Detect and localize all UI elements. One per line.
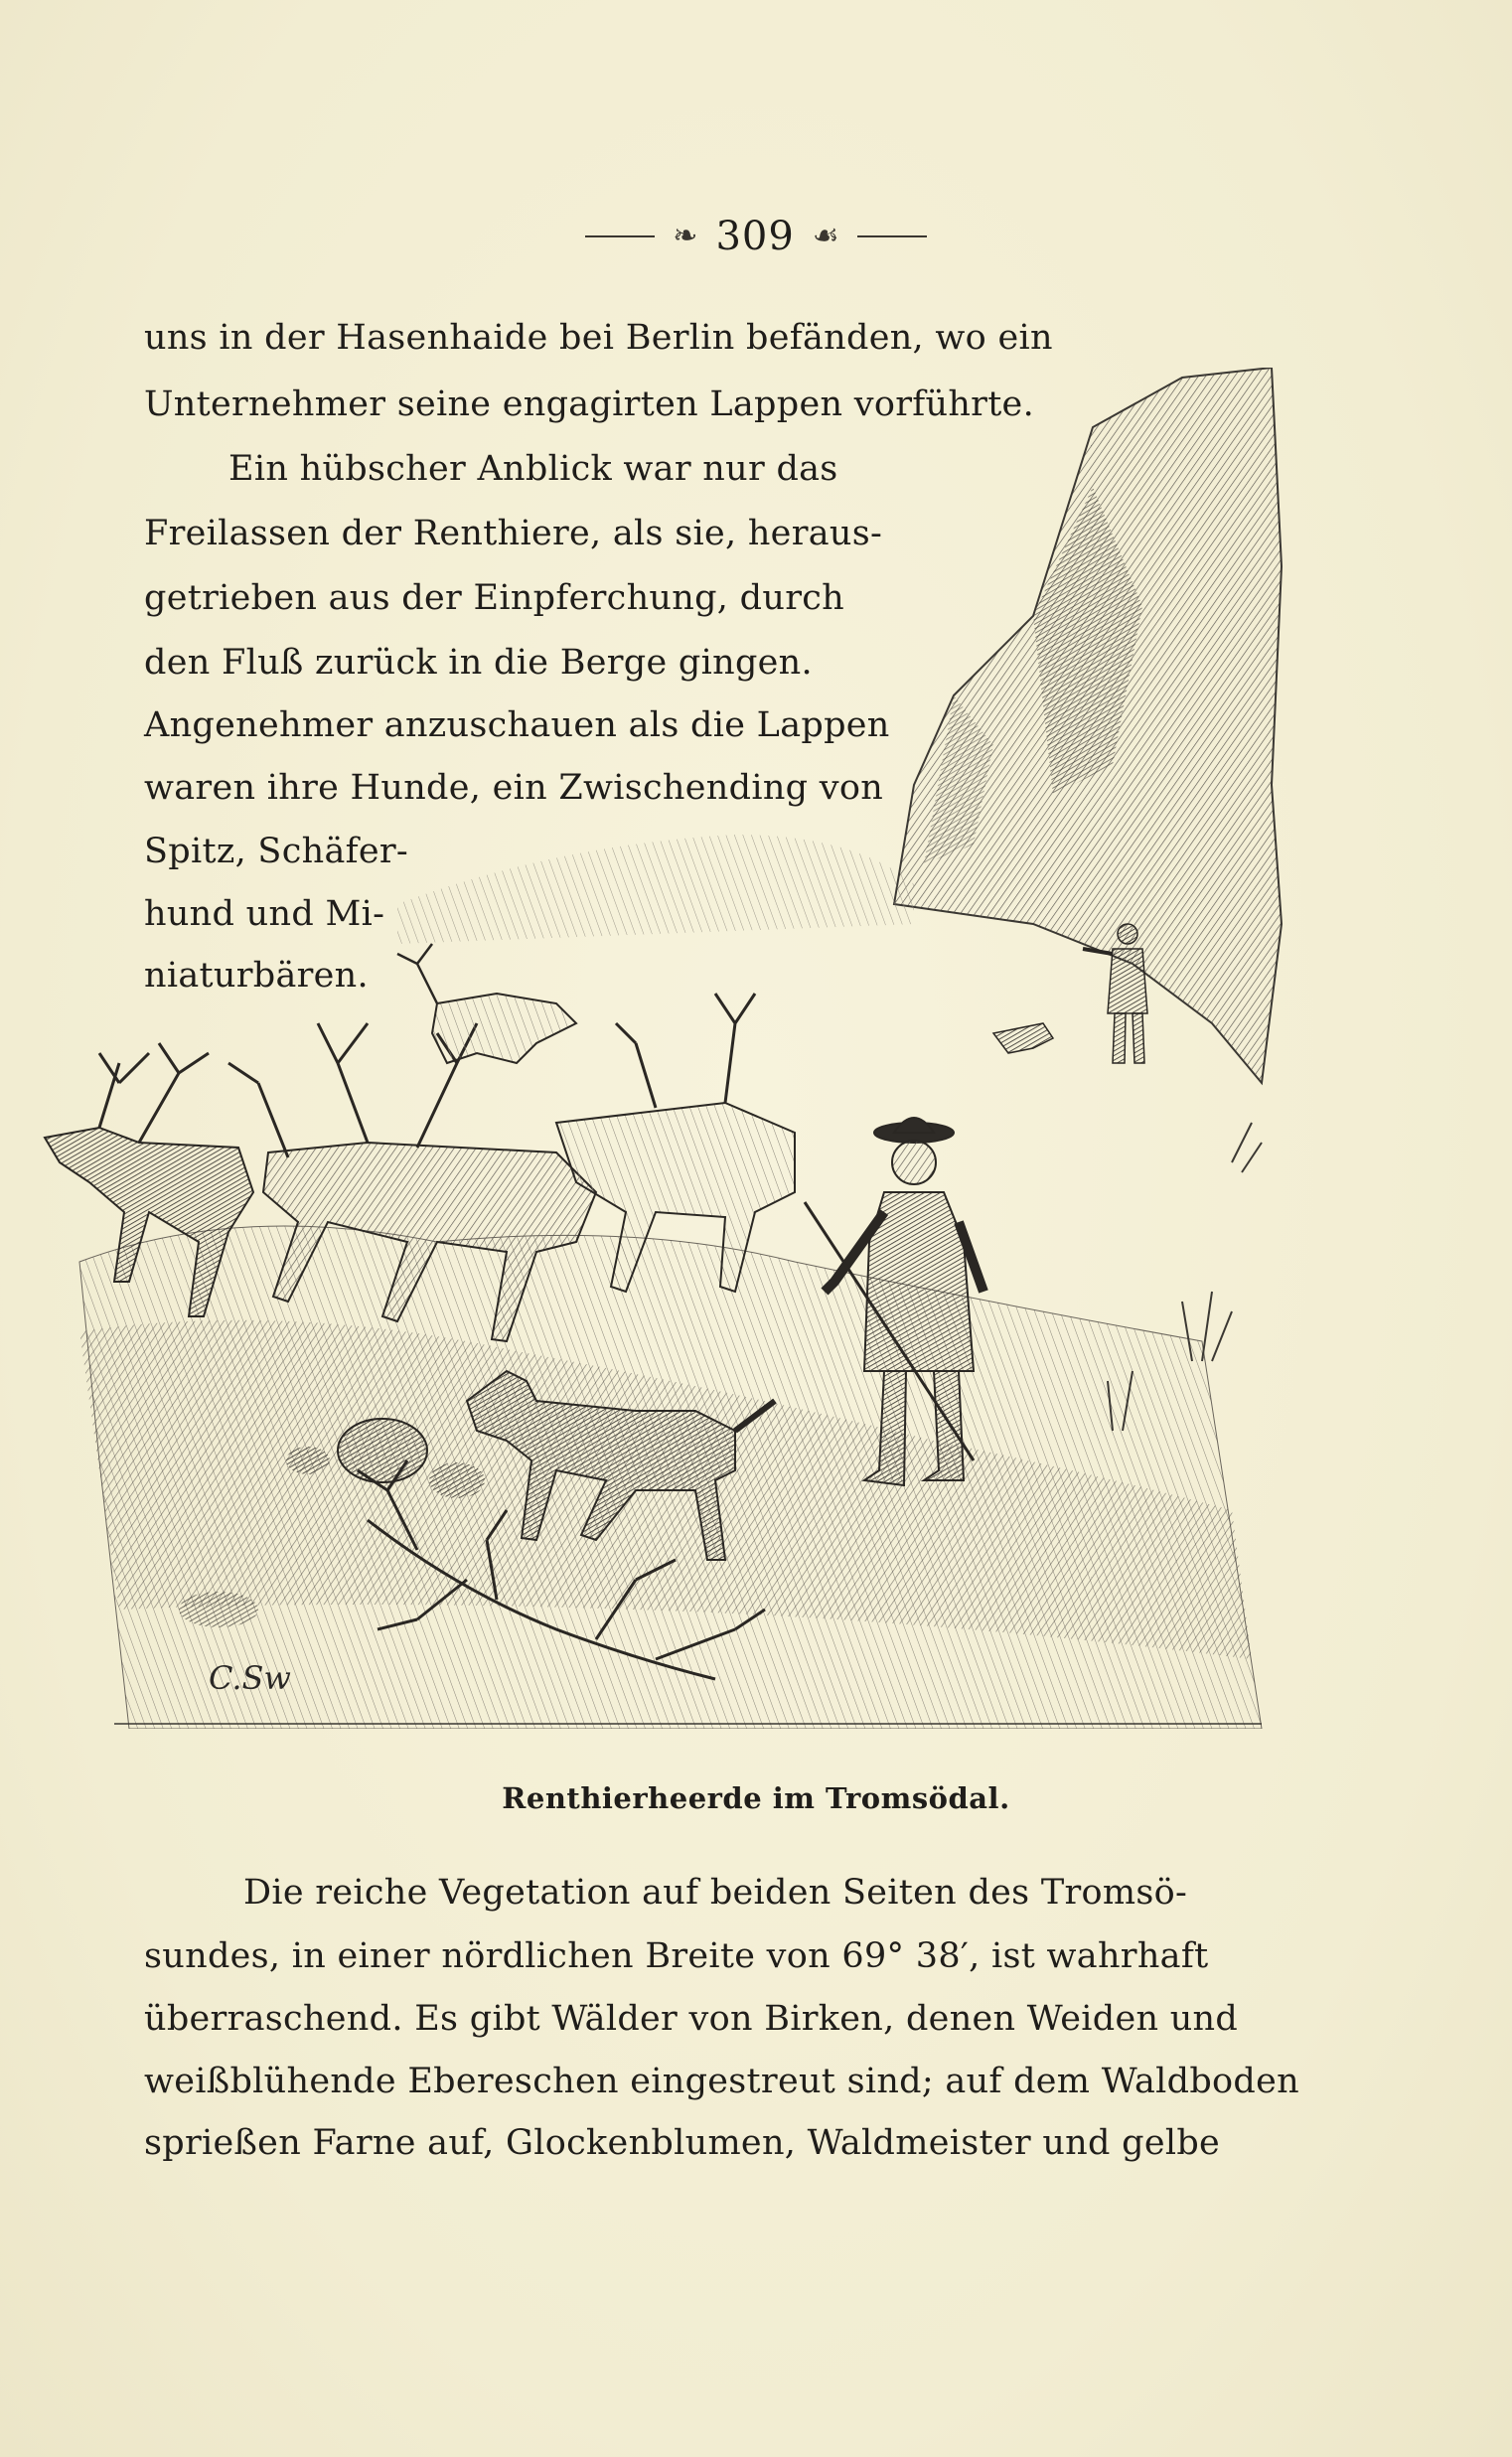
- rock: [429, 1462, 485, 1498]
- text-line: den Fluß zurück in die Berge gingen.: [144, 643, 813, 683]
- text-line: getrieben aus der Einpferchung, durch: [144, 578, 844, 618]
- text-line: hund und Mi-: [144, 894, 385, 934]
- artist-signature: C.Sw: [209, 1659, 291, 1697]
- header-rule-left: [585, 235, 655, 237]
- text-line: uns in der Hasenhaide bei Berlin befänden, wo ein: [144, 318, 1053, 358]
- distant-hill: [397, 835, 914, 944]
- page-number: 309: [715, 214, 795, 259]
- text-line: Unternehmer seine engagirten Lappen vorführte.: [144, 384, 1034, 424]
- illustration-caption: Renthierheerde im Tromsödal.: [502, 1781, 1010, 1815]
- header-rule-right: [857, 235, 927, 237]
- reindeer-herd-illustration: [40, 368, 1301, 1729]
- text-line: überraschend. Es gibt Wälder von Birken, denen Weiden und: [144, 1999, 1239, 2039]
- text-line: sundes, in einer nördlichen Breite von 69° 38′, ist wahrhaft: [144, 1936, 1209, 1976]
- text-line: Ein hübscher Anblick war nur das: [228, 449, 838, 489]
- rock: [286, 1447, 330, 1474]
- page-header: [0, 214, 1512, 259]
- text-line: waren ihre Hunde, ein Zwischending von: [144, 768, 884, 808]
- ornament-right-icon: ☙: [812, 219, 839, 253]
- text-line: Die reiche Vegetation auf beiden Seiten des Tromsö-: [243, 1873, 1188, 1913]
- text-line: niaturbären.: [144, 956, 369, 996]
- rock: [179, 1592, 258, 1627]
- text-line: Angenehmer anzuschauen als die Lappen: [144, 705, 890, 745]
- text-line: Freilassen der Renthiere, als sie, heraus-: [144, 514, 883, 553]
- text-line: Spitz, Schäfer-: [144, 832, 409, 871]
- text-line: weißblühende Ebereschen eingestreut sind; auf dem Waldboden: [144, 2062, 1299, 2101]
- ornament-left-icon: ❧: [673, 219, 698, 253]
- text-line: sprießen Farne auf, Glockenblumen, Waldmeister und gelbe: [144, 2123, 1221, 2163]
- rock: [338, 1419, 427, 1482]
